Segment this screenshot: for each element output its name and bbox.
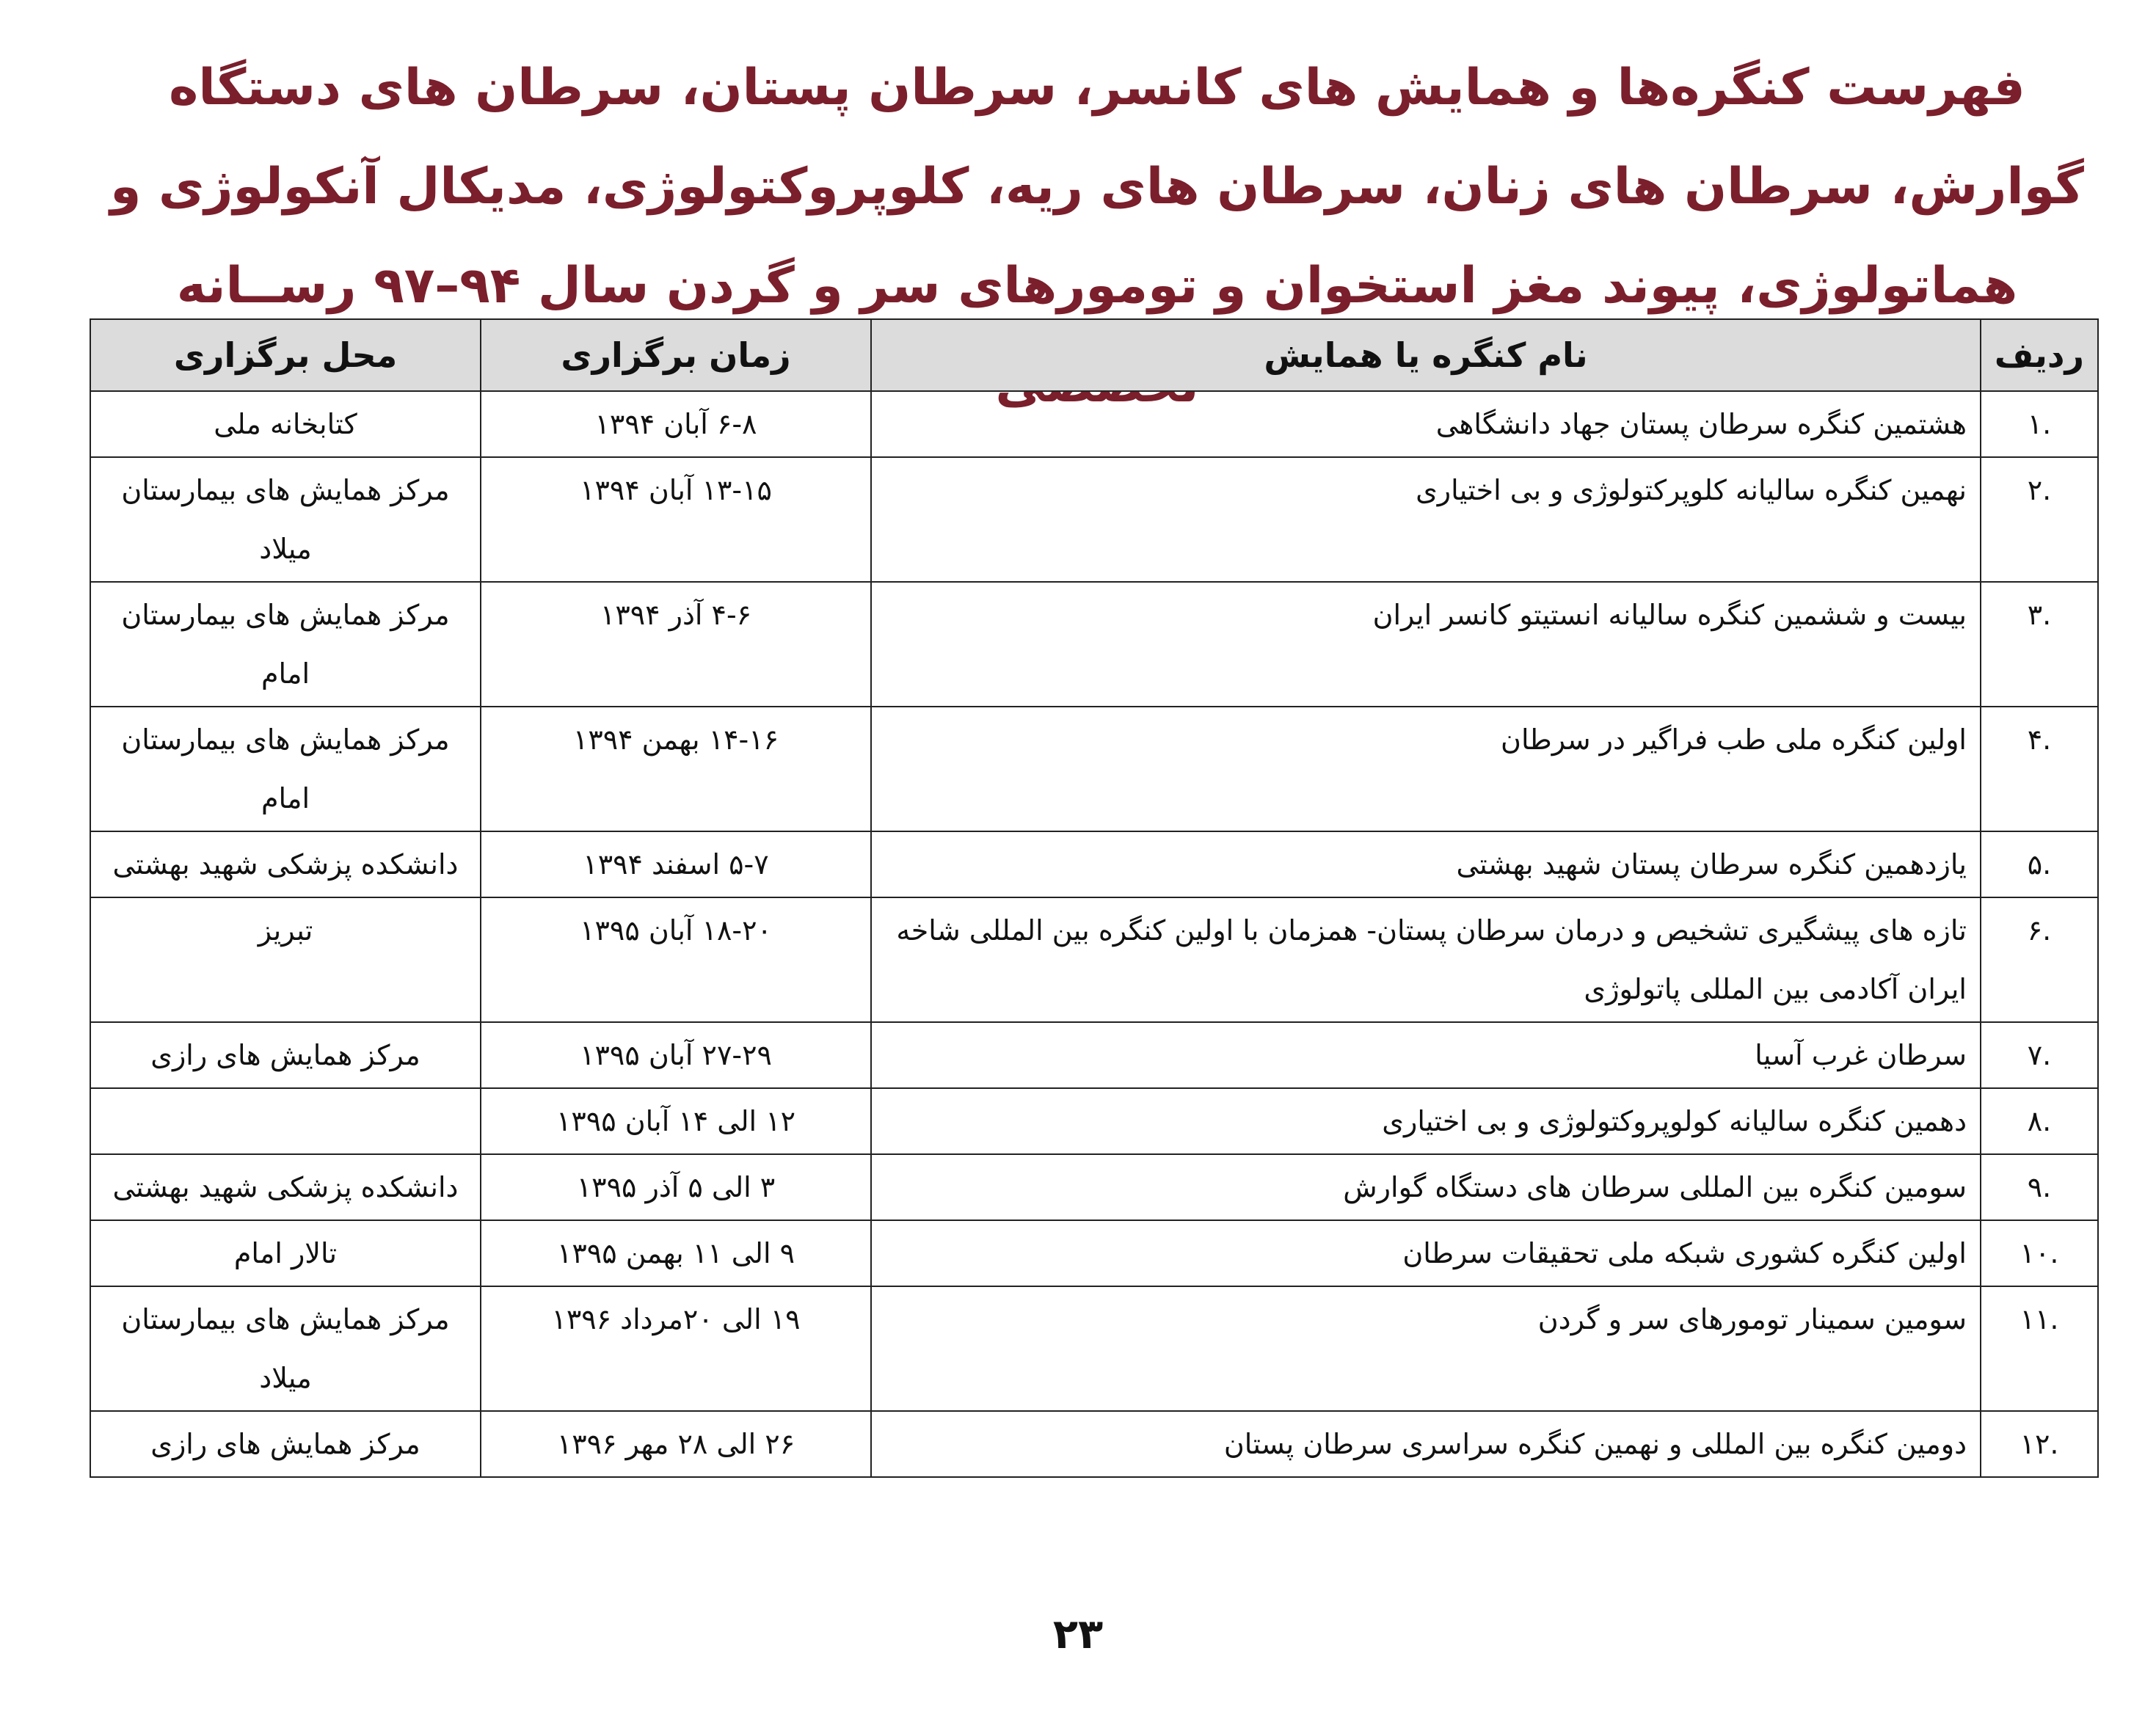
table-row — [90, 831, 2098, 897]
congress-date: ۶-۸ آبان ۱۳۹۴ — [481, 391, 871, 457]
row-number: .۱ — [1981, 391, 2098, 457]
congress-venue: مرکز همایش های رازی — [90, 1022, 481, 1088]
row-number: .۴ — [1981, 707, 2098, 831]
congress-name: یازدهمین کنگره سرطان پستان شهید بهشتی — [871, 831, 1981, 897]
congress-name: بیست و ششمین کنگره سالیانه انستیتو کانسر ایران — [871, 582, 1981, 707]
table-row — [90, 1154, 2098, 1220]
congress-name: سومین سمینار تومورهای سر و گردن — [871, 1286, 1981, 1411]
row-number: .۱۱ — [1981, 1286, 2098, 1411]
congress-venue: دانشکده پزشکی شهید بهشتی — [90, 1154, 481, 1220]
row-number: .۶ — [1981, 897, 2098, 1022]
table-row — [90, 707, 2098, 831]
row-number: .۳ — [1981, 582, 2098, 707]
congress-date: ۳ الی ۵ آذر ۱۳۹۵ — [481, 1154, 871, 1220]
congress-venue: کتابخانه ملی — [90, 391, 481, 457]
congress-name: دومین کنگره بین المللی و نهمین کنگره سراسری سرطان پستان — [871, 1411, 1981, 1477]
congress-date: ۹ الی ۱۱ بهمن ۱۳۹۵ — [481, 1220, 871, 1286]
table-row — [90, 897, 2098, 1022]
table-row — [90, 1286, 2098, 1411]
row-number: .۱۲ — [1981, 1411, 2098, 1477]
row-number: .۸ — [1981, 1088, 2098, 1154]
congress-date: ۵-۷ اسفند ۱۳۹۴ — [481, 831, 871, 897]
congress-name: نهمین کنگره سالیانه کلوپرکتولوژی و بی اختیاری — [871, 457, 1981, 582]
congress-name: هشتمین کنگره سرطان پستان جهاد دانشگاهی — [871, 391, 1981, 457]
congress-name: سرطان غرب آسیا — [871, 1022, 1981, 1088]
table-row — [90, 1411, 2098, 1477]
congress-name: اولین کنگره کشوری شبکه ملی تحقیقات سرطان — [871, 1220, 1981, 1286]
header-congress-name: نام کنگره یا همایش — [871, 319, 1981, 391]
congress-date: ۲۷-۲۹ آبان ۱۳۹۵ — [481, 1022, 871, 1088]
page-title: فهرست کنگره‌ها و همایش های کانسر، سرطان پستان، سرطان های دستگاه گوارش، سرطان های زنان، سرطان های ریه، کلوپروکتولوژی، مدیکال آنکولوژی و هماتولوژی، پیوند مغز استخوان و تومورهای سر و گردن سال ۹۴–۹۷ رســانه — [110, 59, 2084, 315]
congress-date: ۱۸-۲۰ آبان ۱۳۹۵ — [481, 897, 871, 1022]
header-row-number: ردیف — [1981, 319, 2098, 391]
table-row — [90, 1220, 2098, 1286]
header-venue: محل برگزاری — [90, 319, 481, 391]
congress-name: تازه های پیشگیری تشخیص و درمان سرطان پستان- همزمان با اولین کنگره بین المللی شاخه ایران آکادمی بین المللی پاتولوژی — [871, 897, 1981, 1022]
header-date: زمان برگزاری — [481, 319, 871, 391]
congress-venue: مرکز همایش های بیمارستان امام — [90, 707, 481, 831]
congress-venue: مرکز همایش های بیمارستان میلاد — [90, 1286, 481, 1411]
congress-date: ۲۶ الی ۲۸ مهر ۱۳۹۶ — [481, 1411, 871, 1477]
congress-table — [90, 318, 2099, 1478]
congress-venue: تالار امام — [90, 1220, 481, 1286]
row-number: .۷ — [1981, 1022, 2098, 1088]
table-row — [90, 457, 2098, 582]
page-number: ۲۳ — [1052, 1611, 1104, 1658]
congress-date: ۱۳-۱۵ آبان ۱۳۹۴ — [481, 457, 871, 582]
row-number: .۲ — [1981, 457, 2098, 582]
table-row — [90, 1022, 2098, 1088]
table-row — [90, 582, 2098, 707]
congress-date: ۴-۶ آذر ۱۳۹۴ — [481, 582, 871, 707]
congress-venue: دانشکده پزشکی شهید بهشتی — [90, 831, 481, 897]
table-row — [90, 391, 2098, 457]
congress-venue — [90, 1088, 481, 1154]
congress-venue: مرکز همایش های رازی — [90, 1411, 481, 1477]
congress-date: ۱۴-۱۶ بهمن ۱۳۹۴ — [481, 707, 871, 831]
congress-venue: مرکز همایش های بیمارستان میلاد — [90, 457, 481, 582]
table-header-row — [90, 319, 2098, 391]
congress-venue: مرکز همایش های بیمارستان امام — [90, 582, 481, 707]
congress-name: دهمین کنگره سالیانه کولوپروکتولوژی و بی اختیاری — [871, 1088, 1981, 1154]
row-number: .۹ — [1981, 1154, 2098, 1220]
congress-date: ۱۲ الی ۱۴ آبان ۱۳۹۵ — [481, 1088, 871, 1154]
congress-table-container — [90, 318, 2097, 1478]
congress-date: ۱۹ الی ۲۰مرداد ۱۳۹۶ — [481, 1286, 871, 1411]
congress-name: اولین کنگره ملی طب فراگیر در سرطان — [871, 707, 1981, 831]
congress-name: سومین کنگره بین المللی سرطان های دستگاه گوارش — [871, 1154, 1981, 1220]
row-number: .۵ — [1981, 831, 2098, 897]
table-row — [90, 1088, 2098, 1154]
congress-venue: تبریز — [90, 897, 481, 1022]
row-number: .۱۰ — [1981, 1220, 2098, 1286]
